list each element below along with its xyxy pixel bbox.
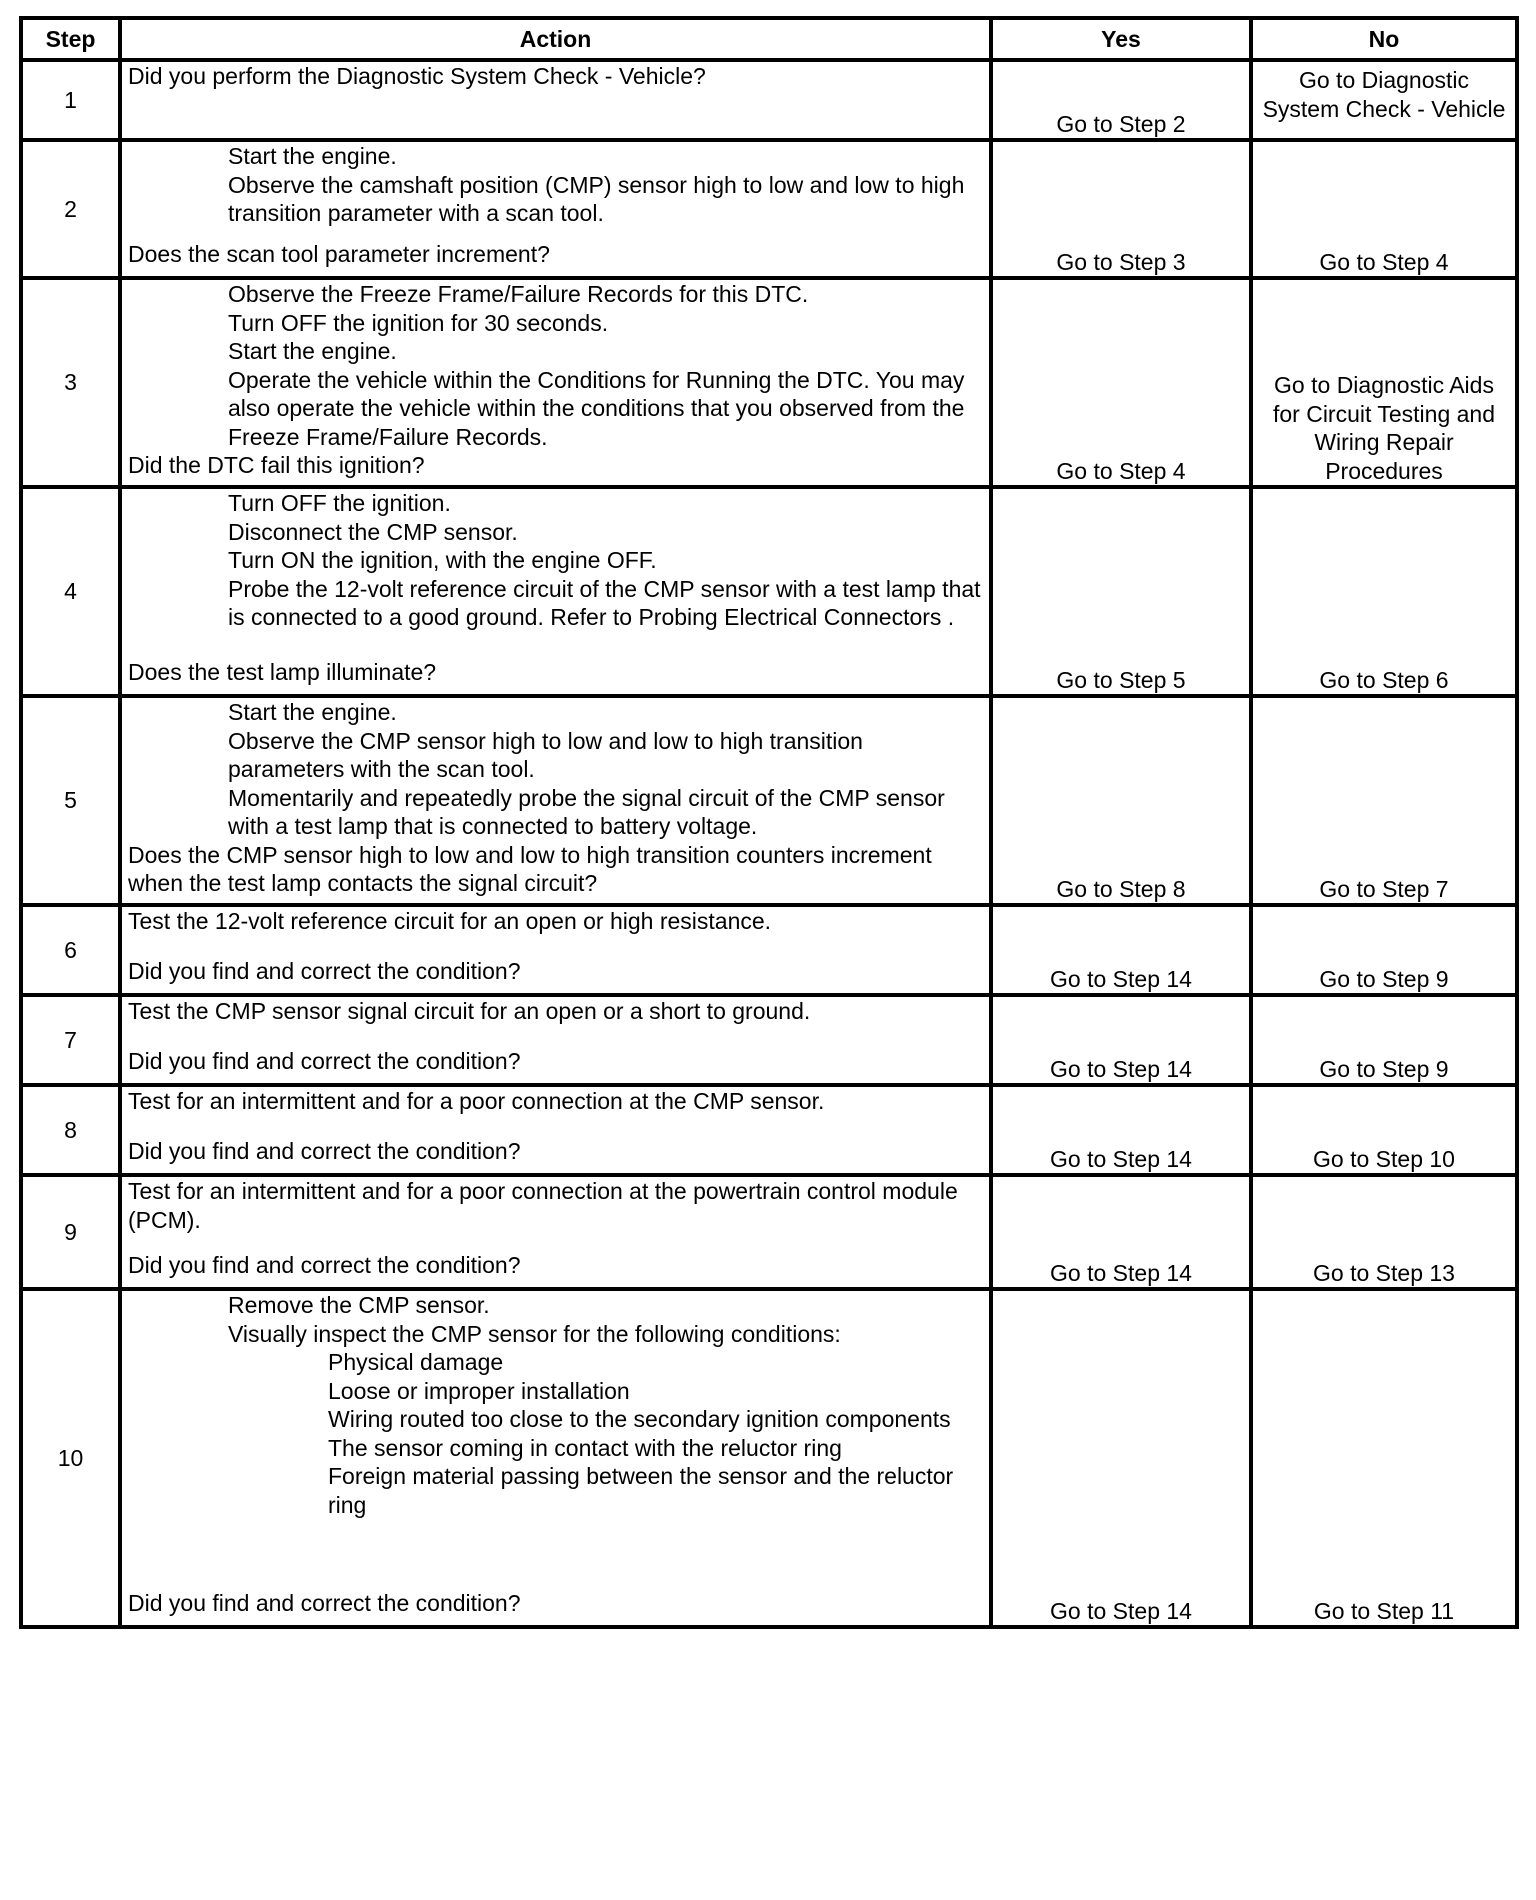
yes-outcome: Go to Step 14	[991, 1085, 1251, 1175]
action-cell	[120, 696, 991, 905]
instruction-item: Test the 12-volt reference circuit for an open or high resistance.	[128, 908, 772, 934]
yes-outcome: Go to Step 4	[991, 278, 1251, 487]
header-step: Step	[21, 18, 120, 60]
question-text: Did the DTC fail this ignition?	[128, 452, 425, 478]
instruction-item: Turn ON the ignition, with the engine OFF.	[228, 547, 657, 573]
table-row	[21, 696, 1517, 905]
condition-item: The sensor coming in contact with the reluctor ring	[328, 1434, 842, 1461]
no-outcome: Go to Step 9	[1251, 905, 1517, 995]
step-number: 1	[21, 60, 120, 140]
step-number: 6	[21, 905, 120, 995]
table-row	[21, 278, 1517, 487]
instruction-item: Test the CMP sensor signal circuit for an open or a short to ground.	[128, 998, 811, 1024]
instruction-item: Momentarily and repeatedly probe the signal circuit of the CMP sensor with a test lamp that is connected to battery voltage.	[228, 784, 945, 839]
table-row	[21, 905, 1517, 995]
question-text: Does the CMP sensor high to low and low to high transition counters increment when the test lamp contacts the signal circuit?	[128, 841, 932, 896]
action-cell	[120, 278, 991, 487]
question-text: Did you find and correct the condition?	[128, 957, 521, 984]
instruction-item: Probe the 12-volt reference circuit of the CMP sensor with a test lamp that is connected to a good ground. Refer to Probing Electrical Connectors .	[228, 575, 981, 630]
header-yes: Yes	[991, 18, 1251, 60]
no-outcome: Go to Diagnostic Aids for Circuit Testing and Wiring Repair Procedures	[1251, 278, 1517, 487]
question-text: Did you find and correct the condition?	[128, 1047, 521, 1074]
question-text: Did you find and correct the condition?	[128, 1589, 521, 1616]
instruction-list	[128, 698, 983, 841]
instruction-item: Remove the CMP sensor.	[228, 1292, 490, 1318]
header-action: Action	[120, 18, 991, 60]
yes-outcome: Go to Step 2	[991, 60, 1251, 140]
action-cell	[120, 905, 991, 995]
yes-outcome: Go to Step 5	[991, 487, 1251, 696]
question-text: Did you perform the Diagnostic System Check - Vehicle?	[128, 63, 706, 89]
instruction-list	[128, 142, 983, 228]
no-outcome: Go to Step 11	[1251, 1289, 1517, 1627]
action-cell	[120, 995, 991, 1085]
yes-outcome: Go to Step 8	[991, 696, 1251, 905]
step-number: 2	[21, 140, 120, 278]
question-text: Did you find and correct the condition?	[128, 1251, 521, 1278]
question-text: Does the scan tool parameter increment?	[128, 240, 550, 267]
step-number: 8	[21, 1085, 120, 1175]
condition-item: Wiring routed too close to the secondary ignition components	[328, 1406, 951, 1432]
instruction-item: Operate the vehicle within the Conditions for Running the DTC. You may also operate the vehicle within the conditions that you observed from the Freeze Frame/Failure Records.	[228, 366, 965, 450]
step-number: 3	[21, 278, 120, 487]
action-cell	[120, 1085, 991, 1175]
no-outcome: Go to Step 7	[1251, 696, 1517, 905]
instruction-list	[128, 280, 983, 451]
instruction-item: Test for an intermittent and for a poor connection at the CMP sensor.	[128, 1088, 825, 1114]
instruction-item: Start the engine.	[228, 143, 397, 169]
table-row	[21, 487, 1517, 696]
header-no: No	[1251, 18, 1517, 60]
yes-outcome: Go to Step 14	[991, 995, 1251, 1085]
action-cell	[120, 1289, 991, 1627]
instruction-item: Turn OFF the ignition.	[228, 490, 451, 516]
table-row	[21, 1175, 1517, 1289]
condition-item: Physical damage	[328, 1349, 504, 1375]
instruction-list	[128, 489, 983, 632]
question-text: Does the test lamp illuminate?	[128, 658, 437, 685]
instruction-item: Test for an intermittent and for a poor connection at the powertrain control module (PCM).	[128, 1178, 958, 1233]
instruction-item: Observe the Freeze Frame/Failure Records for this DTC.	[228, 281, 809, 307]
instruction-item: Observe the camshaft position (CMP) sensor high to low and low to high transition parameter with a scan tool.	[228, 171, 965, 226]
instruction-list	[128, 1087, 983, 1116]
action-cell	[120, 140, 991, 278]
yes-outcome: Go to Step 3	[991, 140, 1251, 278]
instruction-list	[128, 907, 983, 936]
no-outcome: Go to Step 10	[1251, 1085, 1517, 1175]
yes-outcome: Go to Step 14	[991, 905, 1251, 995]
action-cell	[120, 60, 991, 140]
step-number: 10	[21, 1289, 120, 1627]
table-row	[21, 1085, 1517, 1175]
yes-outcome: Go to Step 14	[991, 1289, 1251, 1627]
table-row	[21, 1289, 1517, 1627]
condition-item: Loose or improper installation	[328, 1377, 630, 1404]
step-number: 9	[21, 1175, 120, 1289]
instruction-item: Visually inspect the CMP sensor for the following conditions:	[228, 1320, 841, 1347]
question-text: Did you find and correct the condition?	[128, 1137, 521, 1164]
instruction-item: Start the engine.	[228, 338, 397, 364]
instruction-list	[128, 1291, 983, 1519]
condition-item: Foreign material passing between the sensor and the reluctor ring	[328, 1463, 954, 1518]
table-row	[21, 60, 1517, 140]
action-cell	[120, 1175, 991, 1289]
instruction-item: Disconnect the CMP sensor.	[228, 518, 518, 545]
diagnostic-table-page	[19, 16, 1515, 1629]
action-cell	[120, 487, 991, 696]
step-number: 4	[21, 487, 120, 696]
instruction-item: Observe the CMP sensor high to low and low to high transition parameters with the scan tool.	[228, 727, 863, 782]
instruction-list	[128, 1177, 983, 1234]
diagnostic-table	[19, 16, 1519, 1629]
instruction-list	[128, 997, 983, 1026]
no-outcome: Go to Step 9	[1251, 995, 1517, 1085]
table-header-row	[21, 18, 1517, 60]
step-number: 7	[21, 995, 120, 1085]
no-outcome: Go to Step 4	[1251, 140, 1517, 278]
instruction-item: Turn OFF the ignition for 30 seconds.	[228, 309, 609, 336]
table-row	[21, 140, 1517, 278]
no-outcome: Go to Step 6	[1251, 487, 1517, 696]
step-number: 5	[21, 696, 120, 905]
no-outcome: Go to Step 13	[1251, 1175, 1517, 1289]
yes-outcome: Go to Step 14	[991, 1175, 1251, 1289]
table-row	[21, 995, 1517, 1085]
no-outcome: Go to Diagnostic System Check - Vehicle	[1251, 60, 1517, 140]
instruction-item: Start the engine.	[228, 699, 397, 725]
